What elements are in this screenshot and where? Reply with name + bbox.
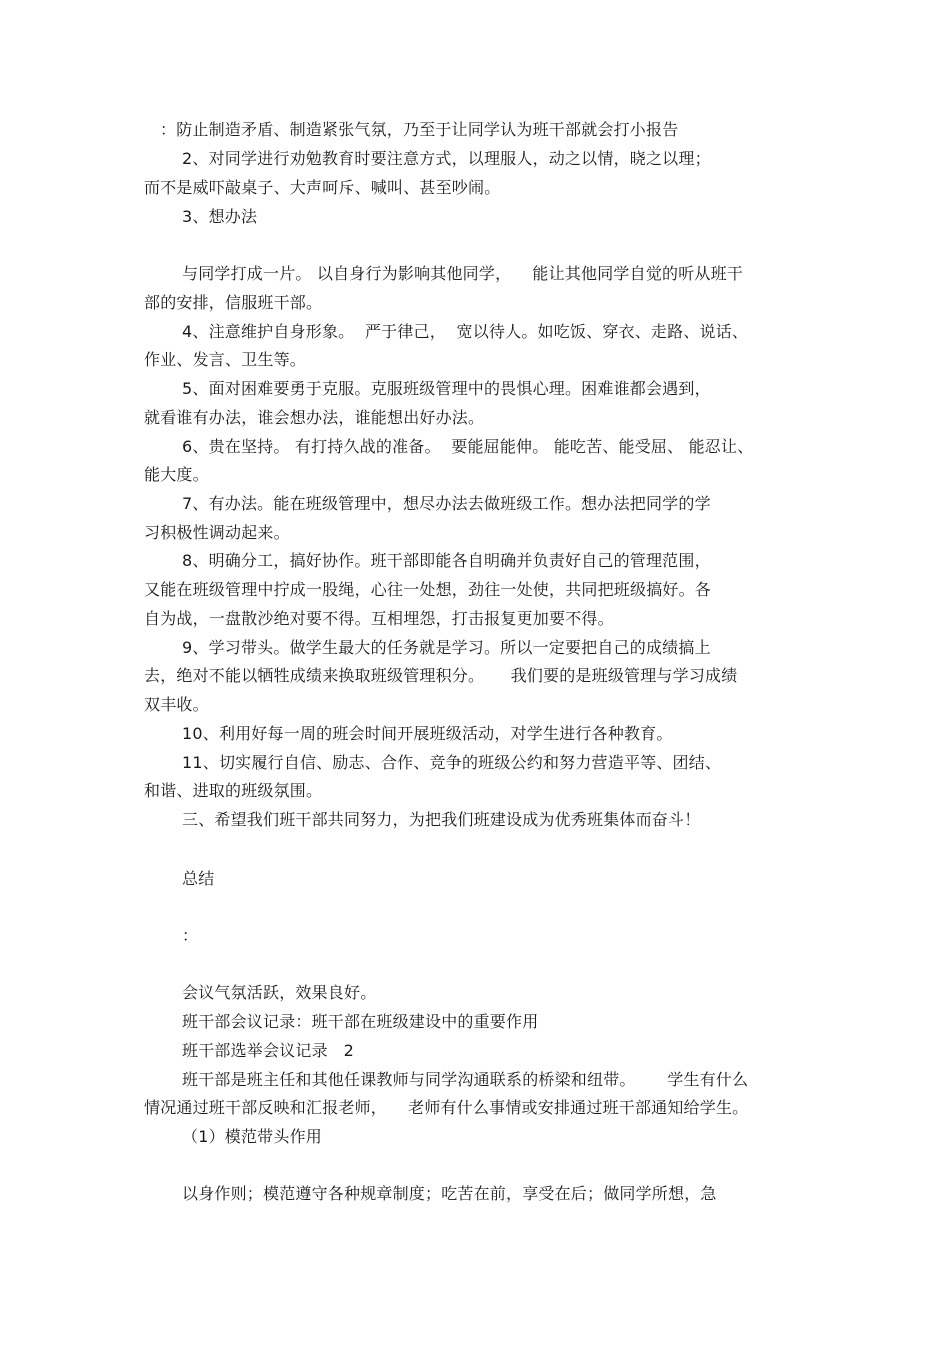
text-line: 与同学打成一片。 以自身行为影响其他同学， 能让其他同学自觉的听从班干: [182, 264, 744, 283]
text-line: 和谐、进取的班级氛围。: [144, 781, 323, 800]
text-line: 3、想办法: [182, 207, 258, 226]
text-line: 能大度。: [144, 465, 209, 484]
text-line: 又能在班级管理中拧成一股绳，心往一处想，劲往一处使，共同把班级搞好。各: [144, 580, 712, 599]
text-line: 作业、发言、卫生等。: [144, 350, 307, 369]
text-line: 8、明确分工，搞好协作。班干部即能各自明确并负责好自己的管理范围，: [182, 551, 711, 570]
text-line: 10、利用好每一周的班会时间开展班级活动，对学生进行各种教育。: [182, 724, 673, 743]
text-line: ：防止制造矛盾、制造紧张气氛，乃至于让同学认为班干部就会打小报告: [160, 120, 679, 139]
text-line: 情况通过班干部反映和汇报老师， 老师有什么事情或安排通过班干部通知给学生。: [144, 1098, 749, 1117]
text-line: 5、面对困难要勇于克服。克服班级管理中的畏惧心理。困难谁都会遇到，: [182, 379, 711, 398]
text-line: 2、对同学进行劝勉教育时要注意方式，以理服人，动之以情，晓之以理；: [182, 149, 711, 168]
text-line: 班干部会议记录：班干部在班级建设中的重要作用: [182, 1012, 539, 1031]
text-line: （1）模范带头作用: [182, 1127, 322, 1146]
text-line: 就看谁有办法，谁会想办法，谁能想出好办法。: [144, 408, 485, 427]
text-line: 自为战，一盘散沙绝对要不得。互相埋怨，打击报复更加要不得。: [144, 609, 614, 628]
text-line: 三、希望我们班干部共同努力，为把我们班建设成为优秀班集体而奋斗！: [182, 810, 701, 829]
section-heading: 班干部选举会议记录 2: [182, 1041, 355, 1060]
text-line: 以身作则；模范遵守各种规章制度；吃苦在前，享受在后；做同学所想，急: [182, 1184, 717, 1203]
text-line: 11、切实履行自信、励志、合作、竞争的班级公约和努力营造平等、团结、: [182, 753, 722, 772]
text-line: 习积极性调动起来。: [144, 523, 290, 542]
text-line: 班干部是班主任和其他任课教师与同学沟通联系的桥梁和纽带。 学生有什么: [182, 1070, 749, 1089]
text-line: 7、有办法。能在班级管理中，想尽办法去做班级工作。想办法把同学的学: [182, 494, 711, 513]
text-line: 4、注意维护自身形象。 严于律己， 宽以待人。如吃饭、穿衣、走路、说话、: [182, 322, 749, 341]
text-line: 去，绝对不能以牺牲成绩来换取班级管理积分。 我们要的是班级管理与学习成绩: [144, 666, 738, 685]
section-heading: 总结: [182, 869, 215, 888]
text-line: 部的安排，信服班干部。: [144, 293, 323, 312]
text-line: ：: [182, 926, 199, 945]
text-line: 9、学习带头。做学生最大的任务就是学习。所以一定要把自己的成绩搞上: [182, 638, 711, 657]
text-line: 6、贵在坚持。 有打持久战的准备。 要能屈能伸。 能吃苦、能受屈、 能忍让、: [182, 437, 754, 456]
text-line: 而不是威吓敲桌子、大声呵斥、喊叫、甚至吵闹。: [144, 178, 501, 197]
text-line: 会议气氛活跃，效果良好。: [182, 983, 377, 1002]
text-line: 双丰收。: [144, 695, 209, 714]
